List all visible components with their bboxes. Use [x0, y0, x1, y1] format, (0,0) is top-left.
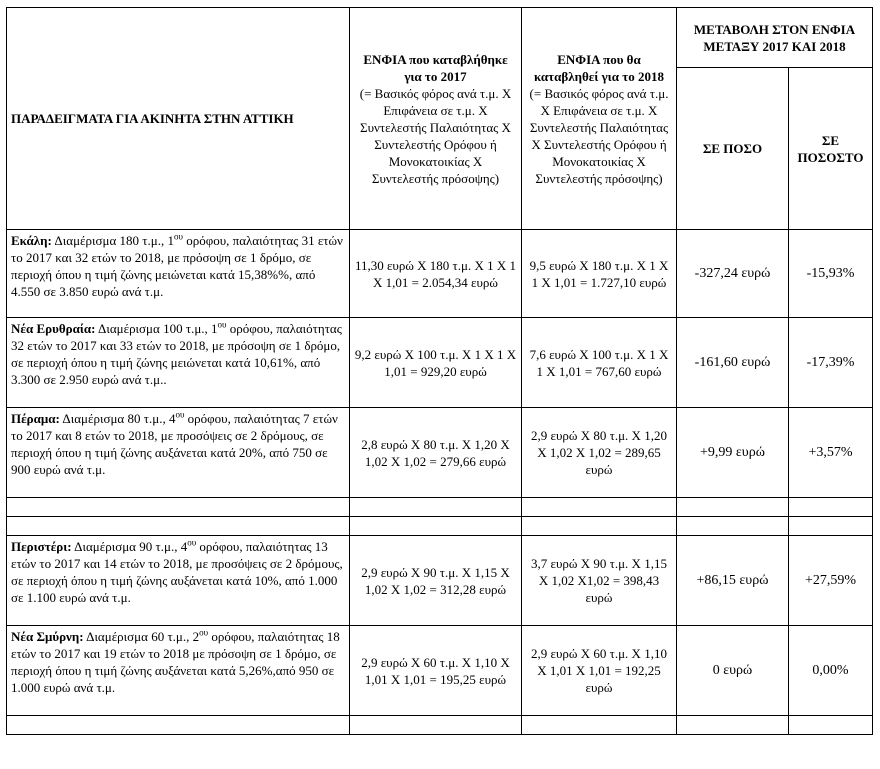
property-description: [7, 626, 350, 716]
property-name: Νέα Ερυθραία:: [11, 321, 96, 336]
change-amount: +9,99 ευρώ: [677, 408, 789, 498]
property-description: [7, 536, 350, 626]
calc-2018: 2,9 ευρώ Χ 80 τ.μ. Χ 1,20 Χ 1,02 Χ 1,02 = 289,65 ευρώ: [522, 408, 677, 498]
description-text: ορόφου, παλαιότητας 18 ετών το 2017 και 19 ετών το 2018 με πρόσοψη σε 1 δρόμο, σε περιοχή όπου η τιμή ζώνης αυξάνεται κατά 5,26%,από 950 σε 1.000 ευρώ ανά τ.μ.: [11, 629, 340, 695]
property-name: Εκάλη:: [11, 233, 52, 248]
property-description: [7, 408, 350, 498]
calc-2017: 2,9 ευρώ Χ 60 τ.μ. Χ 1,10 Χ 1,01 Χ 1,01 = 195,25 ευρώ: [350, 626, 522, 716]
empty-cell: [789, 498, 873, 517]
empty-cell: [677, 498, 789, 517]
empty-cell: [350, 517, 522, 536]
property-description: [7, 230, 350, 318]
header-change: ΜΕΤΑΒΟΛΗ ΣΤΟΝ ΕΝΦΙΑ ΜΕΤΑΞΥ 2017 ΚΑΙ 2018: [677, 8, 873, 68]
empty-cell: [677, 517, 789, 536]
header-2018: [522, 8, 677, 230]
ordinal-suffix: ου: [217, 319, 227, 330]
header-row: [7, 8, 873, 68]
table-row: [7, 536, 873, 626]
header-2017-title: ΕΝΦΙΑ που καταβλήθηκε για το 2017: [363, 51, 508, 84]
empty-cell: [350, 716, 522, 735]
change-percent: +27,59%: [789, 536, 873, 626]
table-row: [7, 230, 873, 318]
empty-cell: [789, 517, 873, 536]
calc-2018: 7,6 ευρώ Χ 100 τ.μ. Χ 1 Χ 1 Χ 1,01 = 767,60 ευρώ: [522, 318, 677, 408]
change-percent: 0,00%: [789, 626, 873, 716]
enfia-comparison-table: [6, 7, 873, 735]
description-text: Διαμέρισμα 90 τ.μ., 4: [71, 539, 188, 554]
table-row: [7, 626, 873, 716]
change-percent: -15,93%: [789, 230, 873, 318]
calc-2018: 2,9 ευρώ Χ 60 τ.μ. Χ 1,10 Χ 1,01 Χ 1,01 = 192,25 ευρώ: [522, 626, 677, 716]
header-examples: ΠΑΡΑΔΕΙΓΜΑΤΑ ΓΙΑ ΑΚΙΝΗΤΑ ΣΤΗΝ ΑΤΤΙΚΗ: [7, 8, 350, 230]
empty-cell: [789, 716, 873, 735]
header-2018-title: ΕΝΦΙΑ που θα καταβληθεί για το 2018: [534, 51, 664, 84]
property-description: [7, 318, 350, 408]
ordinal-suffix: ου: [199, 627, 209, 638]
header-2017: [350, 8, 522, 230]
description-text: Διαμέρισμα 100 τ.μ., 1: [95, 321, 218, 336]
empty-cell: [7, 716, 350, 735]
property-name: Περιστέρι:: [11, 539, 72, 554]
change-amount: -327,24 ευρώ: [677, 230, 789, 318]
ordinal-suffix: ου: [175, 409, 185, 420]
empty-cell: [350, 498, 522, 517]
calc-2018: 3,7 ευρώ Χ 90 τ.μ. Χ 1,15 Χ 1,02 Χ1,02 = 398,43 ευρώ: [522, 536, 677, 626]
description-text: ορόφου, παλαιότητας 32 ετών το 2017 και 33 ετών το 2018, με πρόσοψη σε 1 δρόμο, σε περιοχή όπου η τιμή ζώνης μειώνεται κατά 10,61%, από 3.300 σε 2.950 ευρώ ανά τ.μ..: [11, 321, 342, 387]
calc-2018: 9,5 ευρώ Χ 180 τ.μ. Χ 1 Χ 1 Χ 1,01 = 1.727,10 ευρώ: [522, 230, 677, 318]
table-row: [7, 318, 873, 408]
change-percent: +3,57%: [789, 408, 873, 498]
empty-cell: [7, 517, 350, 536]
calc-2017: 9,2 ευρώ Χ 100 τ.μ. Χ 1 Χ 1 Χ 1,01 = 929,20 ευρώ: [350, 318, 522, 408]
empty-cell: [7, 498, 350, 517]
header-2017-formula: (= Βασικός φόρος ανά τ.μ. Χ Επιφάνεια σε τ.μ. Χ Συντελεστής Παλαιότητας Χ Συντελεστής Ορόφου ή Μονοκατοικίας Χ Συντελεστής πρόσοψης): [359, 85, 512, 186]
change-amount: +86,15 ευρώ: [677, 536, 789, 626]
calc-2017: 2,8 ευρώ Χ 80 τ.μ. Χ 1,20 Χ 1,02 Χ 1,02 = 279,66 ευρώ: [350, 408, 522, 498]
table-row: [7, 408, 873, 498]
change-amount: 0 ευρώ: [677, 626, 789, 716]
empty-row: [7, 716, 873, 735]
header-2018-formula: (= Βασικός φόρος ανά τ.μ. Χ Επιφάνεια σε τ.μ. Χ Συντελεστής Παλαιότητας Χ Συντελεστής Ορόφου ή Μονοκατοικίας Χ Συντελεστής πρόσοψης): [529, 85, 669, 186]
empty-cell: [522, 716, 677, 735]
empty-cell: [677, 716, 789, 735]
calc-2017: 11,30 ευρώ Χ 180 τ.μ. Χ 1 Χ 1 Χ 1,01 = 2.054,34 ευρώ: [350, 230, 522, 318]
description-text: Διαμέρισμα 180 τ.μ., 1: [51, 233, 174, 248]
header-amount: ΣΕ ΠΟΣΟ: [677, 68, 789, 230]
property-name: Νέα Σμύρνη:: [11, 629, 84, 644]
empty-cell: [522, 517, 677, 536]
change-percent: -17,39%: [789, 318, 873, 408]
change-amount: -161,60 ευρώ: [677, 318, 789, 408]
property-name: Πέραμα:: [11, 411, 60, 426]
description-text: Διαμέρισμα 60 τ.μ., 2: [83, 629, 200, 644]
description-text: ορόφου, παλαιότητας 31 ετών το 2017 και 32 ετών το 2018, με πρόσοψη σε 1 δρόμο, σε περιοχή όπου η τιμή ζώνης μειώνεται κατά 15,38%%, από 4.550 σε 3.850 ευρώ ανά τ.μ.: [11, 233, 343, 299]
header-percent: ΣΕ ΠΟΣΟΣΤΟ: [789, 68, 873, 230]
description-text: ορόφου, παλαιότητας 7 ετών το 2017 και 8 ετών το 2018, με προσόψεις σε 2 δρόμους, σε περιοχή όπου η τιμή ζώνης αυξάνεται κατά 20%, από 750 σε 900 ευρώ ανά τ.μ.: [11, 411, 338, 477]
empty-cell: [522, 498, 677, 517]
description-text: Διαμέρισμα 80 τ.μ., 4: [59, 411, 176, 426]
calc-2017: 2,9 ευρώ Χ 90 τ.μ. Χ 1,15 Χ 1,02 Χ 1,02 = 312,28 ευρώ: [350, 536, 522, 626]
empty-row: [7, 498, 873, 517]
ordinal-suffix: ου: [173, 231, 183, 242]
empty-row: [7, 517, 873, 536]
ordinal-suffix: ου: [187, 537, 197, 548]
description-text: ορόφου, παλαιότητας 13 ετών το 2017 και 14 ετών το 2018, με προσόψεις σε 2 δρόμους, σε περιοχή όπου η τιμή ζώνης αυξάνεται κατά 10%, από 1.000 σε 1.100 ευρώ ανά τ.μ.: [11, 539, 343, 605]
